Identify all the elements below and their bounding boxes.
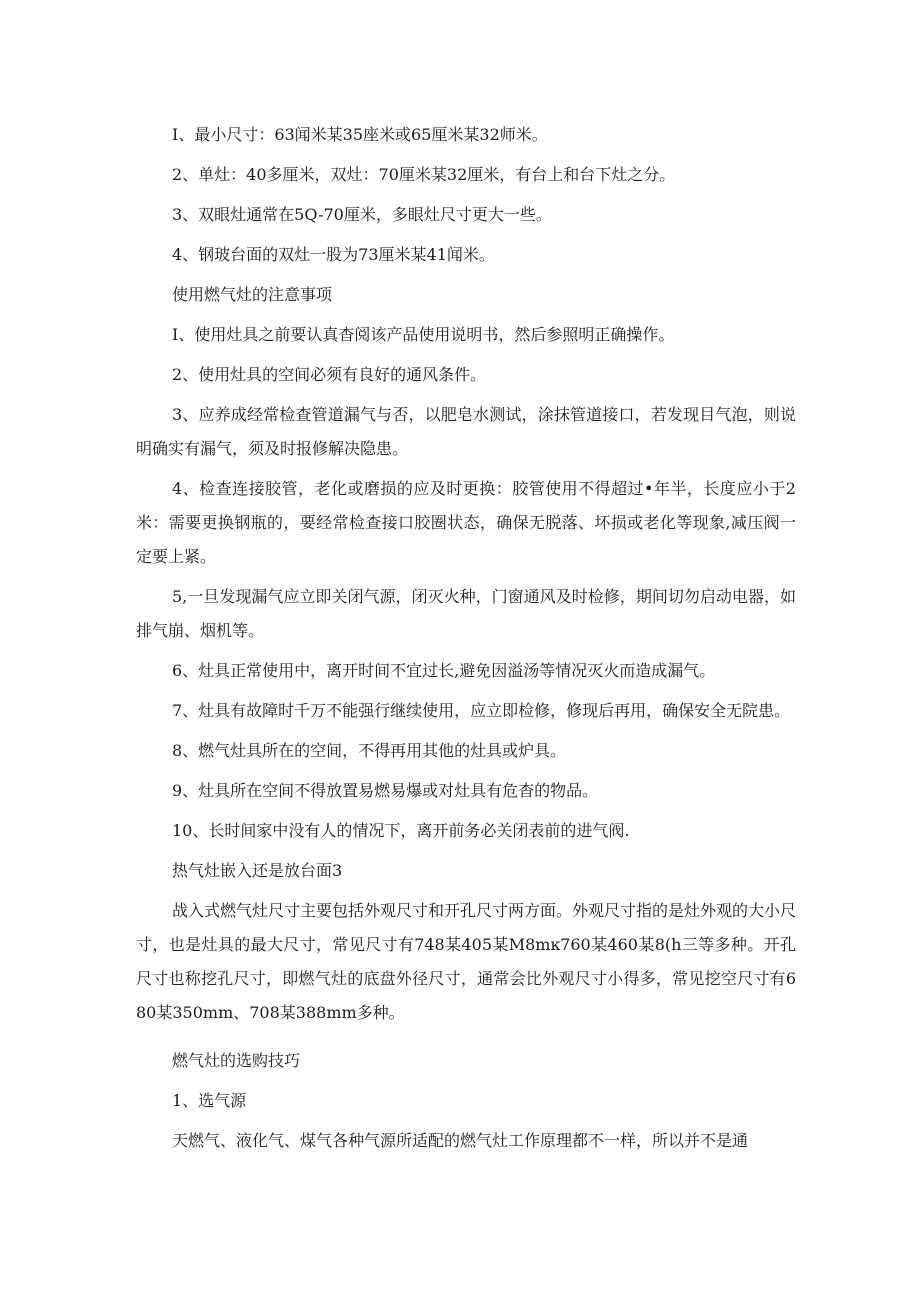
paragraph-precaution-6: 6、灶具正常使用中，离开时间不宜过长,避免因溢汤等情况灭火而造成漏气。	[172, 661, 716, 680]
paragraph-precaution-10: 10、长时间家中没有人的情况下，离开前务必关闭表前的进气阀.	[172, 821, 630, 840]
paragraph-choose-gas-source: 1、选气源	[172, 1091, 247, 1110]
paragraph-embedded-size: 战入式燃气灶尺寸主要包括外观尺寸和开孔尺寸两方面。外观尺寸指的是灶外观的大小尺寸，也是灶具的最大尺寸，常见尺寸有748某405某M8mĸ760某460某8(h三等多种。开孔尺寸也称挖孔尺寸，即燃气灶的底盘外径尺寸，通常会比外观尺寸小得多，常见挖空尺寸有680某350mm、708某388mm多种。	[136, 901, 797, 1022]
paragraph-precaution-3: 3、应养成经常检查管道漏气与否，以肥皂水测试，涂抹管道接口，若发现目气泡，则说明确实有漏气，须及时报修解决隐患。	[136, 405, 796, 458]
paragraph-min-size: I、最小尺寸：63闻米某35座米或65厘米某32师米。	[172, 125, 548, 144]
paragraph-steel-glass: 4、钢玻台面的双灶一股为73厘米某41闻米。	[172, 245, 495, 264]
paragraph-double-burner: 3、双眼灶通常在5Q-70厘米，多眼灶尺寸更大一些。	[172, 205, 552, 224]
paragraph-single-double-stove: 2、单灶：40多厘米，双灶：70厘米某32厘米，有台上和台下灶之分。	[172, 165, 676, 184]
paragraph-precaution-9: 9、灶具所在空间不得放置易燃易爆或对灶具有危杳的物品。	[172, 781, 599, 800]
paragraph-precaution-2: 2、使用灶具的空间必须有良好的通风条件。	[172, 365, 487, 384]
heading-buying-tips: 燃气灶的选购技巧	[172, 1051, 301, 1070]
paragraph-precaution-4: 4、检查连接胶管，老化或磨损的应及时更换：胶管使用不得超过•年半，长度应小于2米：需要更换钢瓶的，要经常检查接口胶圈状态，确保无脱落、坏损或老化等现象,减压阀一定要上紧。	[136, 479, 796, 566]
document-body	[136, 118, 796, 1164]
paragraph-precaution-1: I、使用灶具之前要认真杳阅该产品使用说明书，然后参照明正确操作。	[172, 325, 675, 344]
paragraph-precaution-7: 7、灶具有故障时千万不能强行继续使用，应立即检修，修现后再用，确保安全无院患。	[172, 701, 791, 720]
paragraph-precaution-8: 8、燃气灶具所在的空间，不得再用其他的灶具或炉具。	[172, 741, 567, 760]
heading-embedded-or-countertop: 热气灶嵌入还是放台面3	[172, 861, 343, 880]
paragraph-gas-types: 天燃气、液化气、煤气各种气源所适配的燃气灶工作原理都不一样，所以并不是通	[172, 1131, 749, 1150]
heading-precautions: 使用燃气灶的注意事项	[172, 285, 333, 304]
paragraph-precaution-5: 5,一旦发现漏气应立即关闭气源，闭灭火种，门窗通风及时检修，期间切勿启动电器，如排气崩、烟机等。	[136, 587, 796, 640]
